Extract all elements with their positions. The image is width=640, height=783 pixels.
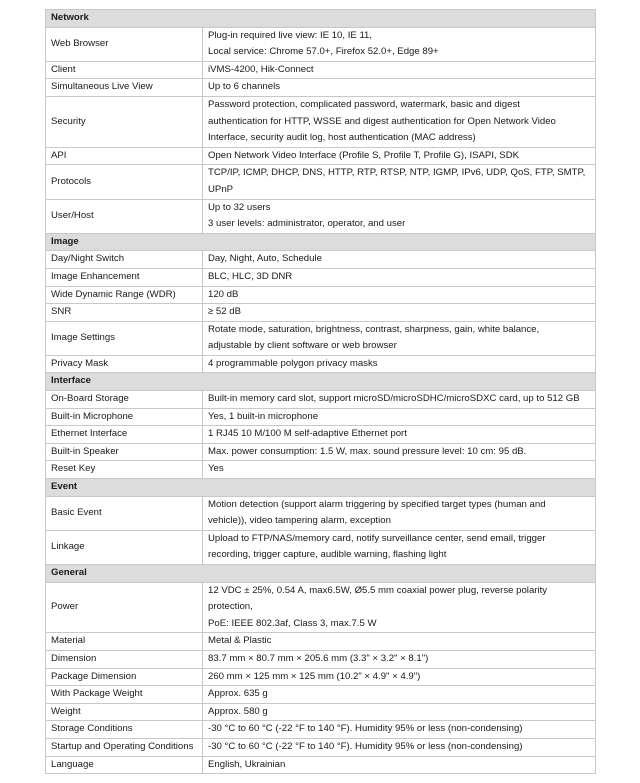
spec-key: [46, 650, 203, 668]
section-header-row: [46, 479, 596, 497]
spec-key-label: Material: [51, 635, 86, 647]
spec-key: [46, 304, 203, 322]
table-row: [46, 147, 596, 165]
spec-key: [46, 408, 203, 426]
spec-value: [203, 61, 596, 79]
spec-value-line: Open Network Video Interface (Profile S, Profile T, Profile G), ISAPI, SDK: [208, 149, 520, 161]
spec-value-line: Built-in memory card slot, support microSD/microSDHC/microSDXC card, up to 512 GB: [208, 393, 580, 405]
spec-key-label: Startup and Operating Conditions: [51, 740, 194, 752]
spec-value-line: 260 mm × 125 mm × 125 mm (10.2" × 4.9" × 4.9"): [208, 670, 421, 682]
spec-key: [46, 286, 203, 304]
table-row: [46, 27, 596, 61]
table-row: [46, 251, 596, 269]
spec-key-label: Basic Event: [51, 506, 102, 518]
spec-value-line: Yes: [208, 463, 224, 475]
spec-value: [203, 461, 596, 479]
spec-key: [46, 321, 203, 355]
spec-sheet: [45, 9, 595, 774]
spec-value: [203, 650, 596, 668]
spec-value: [203, 721, 596, 739]
spec-key-label: Protocols: [51, 175, 91, 187]
table-row: [46, 96, 596, 147]
spec-value: [203, 686, 596, 704]
spec-value-line: authentication for HTTP, WSSE and digest authentication for Open Network Video: [208, 115, 556, 127]
spec-value-line: 83.7 mm × 80.7 mm × 205.6 mm (3.3" × 3.2" × 8.1"): [208, 652, 429, 664]
spec-value-line: -30 °C to 60 °C (-22 °F to 140 °F). Humidity 95% or less (non-condensing): [208, 723, 523, 735]
spec-key-label: Simultaneous Live View: [51, 81, 153, 93]
spec-key-label: Image Enhancement: [51, 270, 140, 282]
table-row: [46, 738, 596, 756]
spec-value-line: vehicle)), video tampering alarm, exception: [208, 515, 391, 527]
spec-key-label: Image Settings: [51, 331, 115, 343]
spec-value-line: iVMS-4200, Hik-Connect: [208, 63, 314, 75]
table-row: [46, 199, 596, 233]
spec-key: [46, 756, 203, 774]
spec-key-label: Linkage: [51, 541, 85, 553]
spec-key-label: Built-in Microphone: [51, 410, 134, 422]
table-row: [46, 165, 596, 199]
spec-value-line: ≥ 52 dB: [208, 306, 242, 318]
spec-key: [46, 251, 203, 269]
spec-key-label: SNR: [51, 306, 72, 318]
spec-value: [203, 633, 596, 651]
section-header-row: [46, 233, 596, 251]
spec-value-line: PoE: IEEE 802.3af, Class 3, max.7.5 W: [208, 617, 377, 629]
spec-table: [45, 9, 596, 774]
spec-key-label: Language: [51, 758, 94, 770]
spec-key: [46, 96, 203, 147]
spec-key: [46, 355, 203, 373]
spec-key: [46, 443, 203, 461]
spec-key-label: Package Dimension: [51, 670, 137, 682]
spec-key: [46, 27, 203, 61]
table-row: [46, 355, 596, 373]
spec-value-line: Day, Night, Auto, Schedule: [208, 253, 322, 265]
spec-value-line: BLC, HLC, 3D DNR: [208, 270, 293, 282]
table-row: [46, 408, 596, 426]
spec-value: [203, 79, 596, 97]
table-row: [46, 582, 596, 633]
section-header-row: [46, 565, 596, 583]
spec-key-label: User/Host: [51, 209, 94, 221]
section-title: Image: [46, 233, 596, 251]
spec-key-label: Privacy Mask: [51, 357, 109, 369]
table-row: [46, 703, 596, 721]
spec-value: [203, 355, 596, 373]
spec-value-line: protection,: [208, 601, 253, 613]
spec-value: [203, 147, 596, 165]
spec-value: [203, 165, 596, 199]
spec-value-line: Up to 6 channels: [208, 81, 280, 93]
spec-key-label: Weight: [51, 705, 81, 717]
spec-key: [46, 61, 203, 79]
spec-value: [203, 668, 596, 686]
spec-value: [203, 286, 596, 304]
section-header-row: [46, 10, 596, 28]
table-row: [46, 286, 596, 304]
spec-value-line: Plug-in required live view: IE 10, IE 11,: [208, 29, 373, 41]
table-row: [46, 461, 596, 479]
spec-value: [203, 443, 596, 461]
spec-key-label: Wide Dynamic Range (WDR): [51, 288, 176, 300]
table-row: [46, 443, 596, 461]
spec-key-label: Security: [51, 115, 86, 127]
spec-key-label: On-Board Storage: [51, 393, 129, 405]
spec-value: [203, 96, 596, 147]
spec-value-line: Interface, security audit log, host authentication (MAC address): [208, 132, 476, 144]
spec-value-line: Password protection, complicated password, watermark, basic and digest: [208, 98, 520, 110]
spec-value-line: Approx. 580 g: [208, 705, 268, 717]
spec-value: [203, 756, 596, 774]
spec-value-line: TCP/IP, ICMP, DHCP, DNS, HTTP, RTP, RTSP, NTP, IGMP, IPv6, UDP, QoS, FTP, SMTP,: [208, 167, 586, 179]
section-title: Network: [46, 10, 596, 28]
table-row: [46, 668, 596, 686]
table-row: [46, 650, 596, 668]
spec-value-line: Yes, 1 built-in microphone: [208, 410, 319, 422]
spec-key: [46, 79, 203, 97]
spec-value-line: Up to 32 users: [208, 201, 271, 213]
spec-value-line: Metal & Plastic: [208, 635, 272, 647]
spec-key-label: Power: [51, 601, 79, 613]
spec-value: [203, 251, 596, 269]
spec-key-label: Built-in Speaker: [51, 445, 119, 457]
spec-key: [46, 147, 203, 165]
spec-value: [203, 408, 596, 426]
spec-key-label: Web Browser: [51, 37, 109, 49]
spec-value: [203, 582, 596, 633]
spec-key: [46, 582, 203, 633]
section-title: Event: [46, 479, 596, 497]
spec-key: [46, 199, 203, 233]
table-row: [46, 321, 596, 355]
spec-value: [203, 496, 596, 530]
spec-value-line: adjustable by client software or web browser: [208, 340, 397, 352]
spec-key: [46, 668, 203, 686]
spec-value-line: -30 °C to 60 °C (-22 °F to 140 °F). Humidity 95% or less (non-condensing): [208, 740, 523, 752]
spec-key: [46, 703, 203, 721]
spec-value-line: English, Ukrainian: [208, 758, 286, 770]
table-row: [46, 721, 596, 739]
spec-key: [46, 721, 203, 739]
spec-value-line: 12 VDC ± 25%, 0.54 A, max6.5W, Ø5.5 mm coaxial power plug, reverse polarity: [208, 584, 548, 596]
spec-key: [46, 268, 203, 286]
spec-value-line: Max. power consumption: 1.5 W, max. sound pressure level: 10 cm: 95 dB.: [208, 445, 527, 457]
table-row: [46, 268, 596, 286]
spec-key: [46, 530, 203, 564]
table-row: [46, 426, 596, 444]
spec-key-label: Ethernet Interface: [51, 428, 128, 440]
spec-value: [203, 27, 596, 61]
table-row: [46, 686, 596, 704]
spec-value-line: UPnP: [208, 183, 234, 195]
spec-key-label: Reset Key: [51, 463, 96, 475]
spec-value-line: Motion detection (support alarm triggering by specified target types (human and: [208, 498, 546, 510]
spec-value: [203, 703, 596, 721]
section-header-row: [46, 373, 596, 391]
table-row: [46, 530, 596, 564]
spec-value: [203, 321, 596, 355]
spec-value-line: Rotate mode, saturation, brightness, contrast, sharpness, gain, white balance,: [208, 323, 540, 335]
spec-value: [203, 304, 596, 322]
table-row: [46, 61, 596, 79]
spec-value-line: 4 programmable polygon privacy masks: [208, 357, 378, 369]
table-row: [46, 304, 596, 322]
spec-value-line: 120 dB: [208, 288, 239, 300]
spec-value-line: 1 RJ45 10 M/100 M self-adaptive Ethernet port: [208, 428, 407, 440]
spec-value: [203, 426, 596, 444]
table-row: [46, 756, 596, 774]
spec-key: [46, 391, 203, 409]
spec-value-line: Approx. 635 g: [208, 688, 268, 700]
spec-key-label: Client: [51, 63, 76, 75]
table-row: [46, 79, 596, 97]
table-row: [46, 633, 596, 651]
spec-key-label: API: [51, 149, 67, 161]
spec-value-line: 3 user levels: administrator, operator, and user: [208, 218, 406, 230]
spec-key: [46, 426, 203, 444]
spec-key: [46, 633, 203, 651]
spec-value-line: Upload to FTP/NAS/memory card, notify surveillance center, send email, trigger: [208, 532, 546, 544]
spec-key: [46, 165, 203, 199]
spec-key-label: With Package Weight: [51, 688, 143, 700]
section-title: General: [46, 565, 596, 583]
spec-key-label: Storage Conditions: [51, 723, 133, 735]
spec-value-line: recording, trigger capture, audible warning, flashing light: [208, 549, 447, 561]
table-row: [46, 496, 596, 530]
spec-key: [46, 496, 203, 530]
spec-key: [46, 461, 203, 479]
spec-value: [203, 738, 596, 756]
spec-key-label: Dimension: [51, 652, 97, 664]
spec-value: [203, 199, 596, 233]
spec-key: [46, 738, 203, 756]
table-row: [46, 391, 596, 409]
spec-value: [203, 391, 596, 409]
spec-value-line: Local service: Chrome 57.0+, Firefox 52.0+, Edge 89+: [208, 46, 439, 58]
spec-key: [46, 686, 203, 704]
section-title: Interface: [46, 373, 596, 391]
spec-key-label: Day/Night Switch: [51, 253, 125, 265]
spec-value: [203, 530, 596, 564]
spec-table-body: [46, 10, 596, 774]
spec-value: [203, 268, 596, 286]
